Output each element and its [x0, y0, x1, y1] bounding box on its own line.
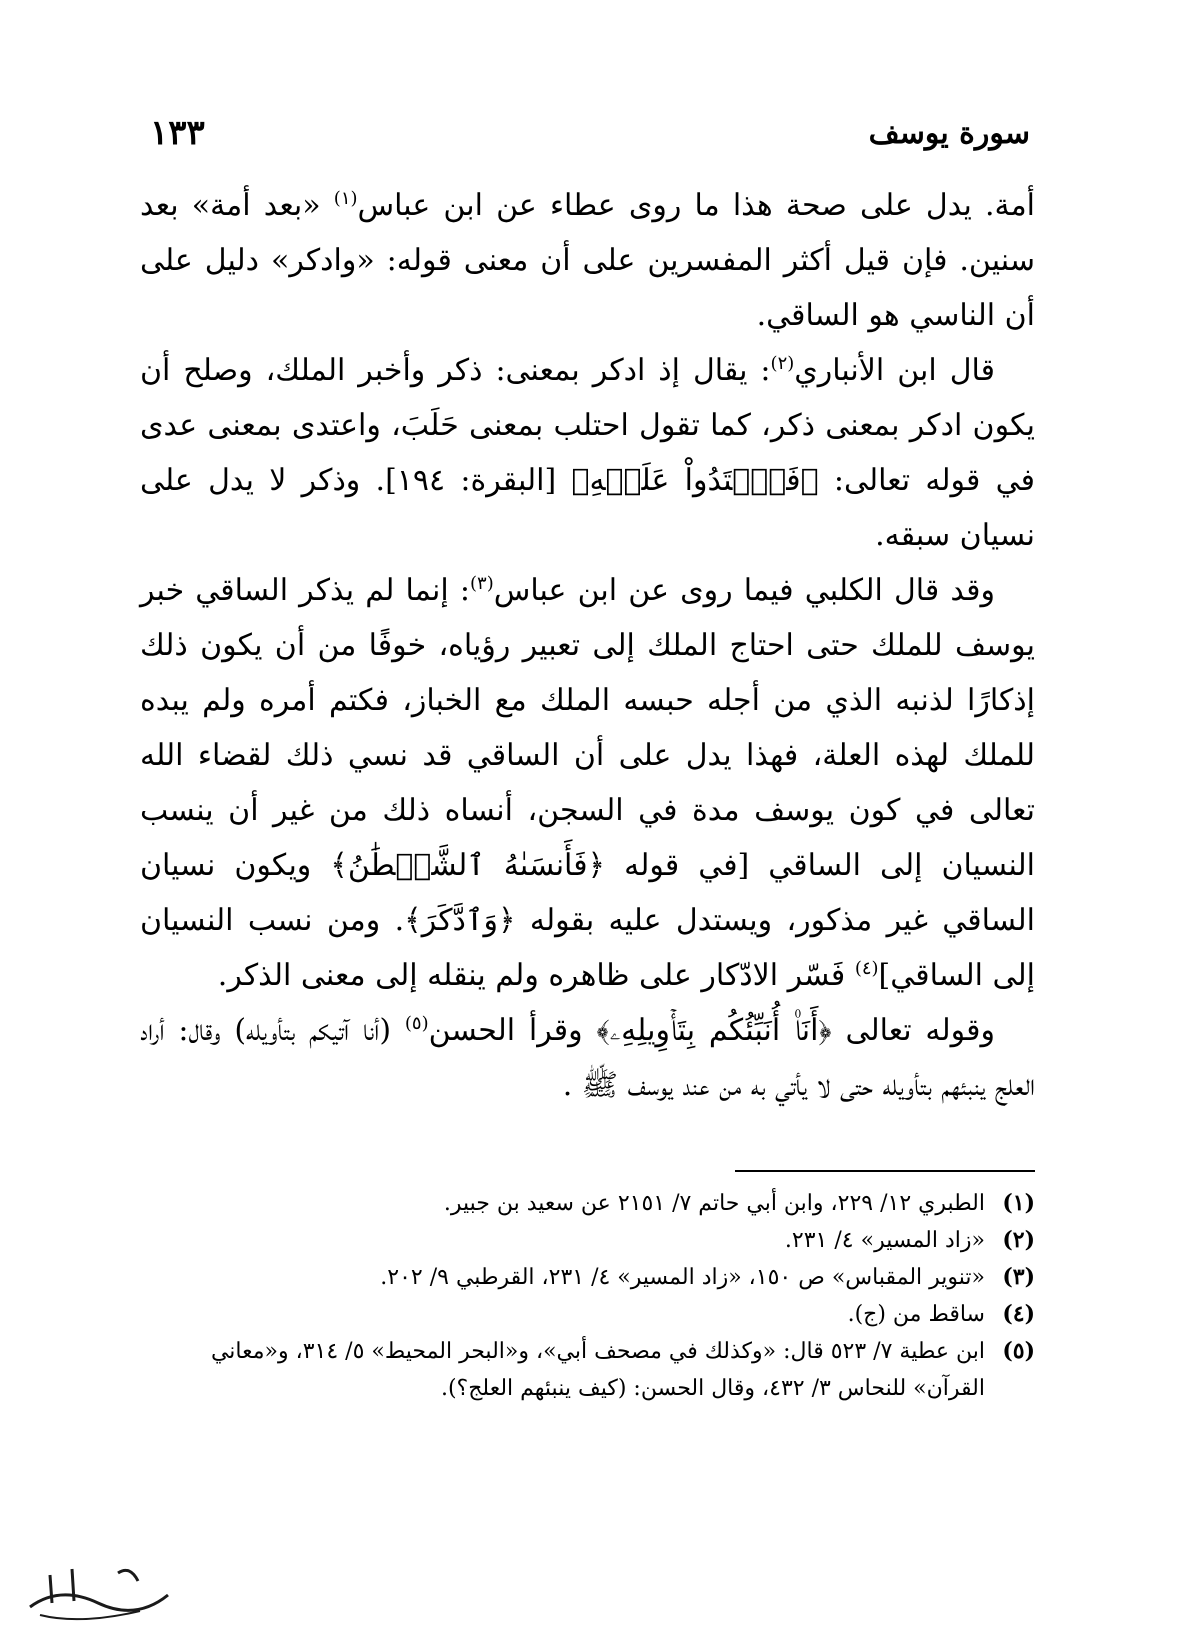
text-segment: قال ابن الأنباري [794, 353, 995, 388]
text-segment: (أنا آتيكم بتأويله) وقال: أراد العلج ينبئهم بتأويله حتى لا يأتي به من عند يوسف ﷺ . [140, 1013, 1035, 1103]
footnote-number: (٤) [1002, 1301, 1035, 1327]
footnote-text: «زاد المسير» ٤/ ٢٣١. [784, 1228, 985, 1253]
footnote [150, 1296, 1035, 1333]
footnote-number: (٣) [1002, 1264, 1035, 1290]
text-segment: فَسّر الادّكار على ظاهره ولم ينقله إلى معنى الذكر. [217, 958, 855, 993]
paragraph [140, 1003, 1035, 1113]
footnote [150, 1259, 1035, 1296]
page-header [150, 108, 1030, 158]
text-segment: أمة. يدل على صحة هذا ما روى عطاء عن ابن عباس [357, 188, 1035, 223]
publisher-logo [20, 1545, 175, 1635]
footnote [150, 1222, 1035, 1259]
text-segment: وقد قال الكلبي فيما روى عن ابن عباس [493, 573, 996, 608]
footnote-ref: (٤) [854, 958, 879, 979]
paragraph [140, 178, 1035, 343]
footnote-text: «تنوير المقباس» ص ١٥٠، «زاد المسير» ٤/ ٢٣١، القرطبي ٩/ ٢٠٢. [380, 1265, 985, 1290]
footnote-ref: (١) [333, 188, 358, 209]
footnotes [150, 1185, 1035, 1407]
footnote-ref: (٢) [770, 353, 795, 374]
footnote-separator [735, 1170, 1035, 1172]
footnote-number: (٢) [1002, 1227, 1035, 1253]
page-number: ١٣٣ [150, 113, 205, 153]
text-segment: : إنما لم يذكر الساقي خبر يوسف للملك حتى احتاج الملك إلى تعبير رؤياه، خوفًا من أن يكون ذلك إذكارًا لذنبه الذي من أجله حبسه الملك مع الخباز، فكتم أمره ولم يبده للملك لهذه العلة، فهذا يدل على أن الساقي قد نسي ذلك لقضاء الله تعالى في كون يوسف مدة في السجن، أنساه ذلك من غير أن ينسب النسيان إلى الساقي [في قوله ﴿فَأَنسَىٰهُ ٱلشَّيۡطَٰنُ﴾ ويكون نسيان الساقي غير مذكور، ويستدل عليه بقوله ﴿وَٱدَّكَرَ﴾. ومن نسب النسيان إلى الساقي] [140, 573, 1035, 993]
text-segment: وقوله تعالى ﴿أَنَا۠ أُنَبِّئُكُم بِتَأۡوِيلِهِۦ﴾ وقرأ الحسن [428, 1013, 995, 1048]
paragraph [140, 343, 1035, 563]
text-segment: : يقال إذ ادكر بمعنى: ذكر وأخبر الملك، وصلح أن يكون ادكر بمعنى ذكر، كما تقول احتلب بمعنى حَلَبَ، واعتدى بمعنى عدى في قوله تعالى: ﴿فَٱعۡتَدُواْ عَلَيۡهِ﴾ [البقرة: ١٩٤]. وذكر لا يدل على نسيان سبقه. [140, 353, 1035, 553]
footnote-ref: (٥) [404, 1013, 429, 1034]
footnote-number: (٥) [1002, 1338, 1035, 1364]
footnote-ref: (٣) [469, 573, 494, 594]
footnote-text: الطبري ١٢/ ٢٢٩، وابن أبي حاتم ٧/ ٢١٥١ عن سعيد بن جبير. [443, 1191, 985, 1216]
text-segment: «بعد أمة» بعد سنين. فإن قيل أكثر المفسرين على أن معنى قوله: «وادكر» دليل على أن الناسي هو الساقي. [140, 188, 1035, 333]
footnote [150, 1333, 1035, 1407]
footnote-text: ساقط من (ج). [847, 1302, 985, 1327]
footnote-number: (١) [1002, 1190, 1035, 1216]
footnote [150, 1185, 1035, 1222]
footnote-text: ابن عطية ٧/ ٥٢٣ قال: «وكذلك في مصحف أبي»، و«البحر المحيط» ٥/ ٣١٤، و«معاني القرآن» للنحاس ٣/ ٤٣٢، وقال الحسن: (كيف ينبئهم العلج؟). [210, 1339, 985, 1401]
main-text [140, 178, 1035, 1113]
paragraph [140, 563, 1035, 1003]
surah-title: سورة يوسف [868, 115, 1030, 151]
